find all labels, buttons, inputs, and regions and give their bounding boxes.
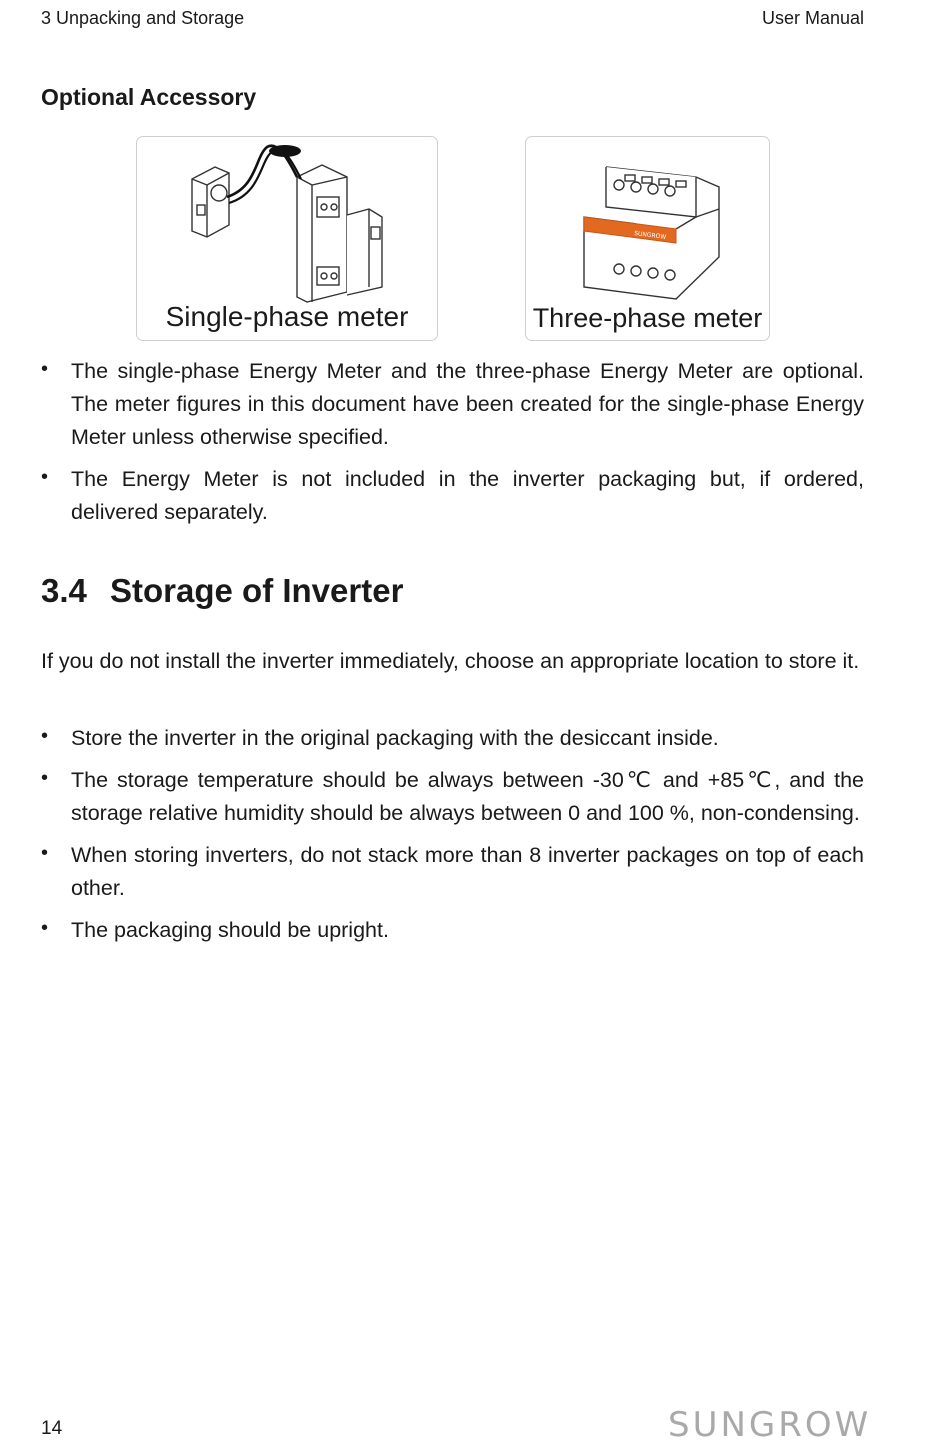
list-item <box>41 722 864 755</box>
single-phase-meter-caption: Single-phase meter <box>165 301 409 332</box>
page-number: 14 <box>41 1418 63 1439</box>
list-item <box>41 914 864 947</box>
list-item <box>41 355 864 454</box>
svg-text:SUNGROW: SUNGROW <box>633 230 667 241</box>
bullet-text: The single-phase Energy Meter and the three-phase Energy Meter are optional. The meter figures in this document have been created for the single-phase Energy Meter unless otherwise specified. <box>71 359 864 449</box>
section-number: 3.4 <box>41 572 87 609</box>
bullet-text: The packaging should be upright. <box>71 918 389 942</box>
three-phase-meter-figure <box>525 136 770 341</box>
single-phase-meter-figure <box>136 136 438 341</box>
bullet-text: The Energy Meter is not included in the inverter packaging but, if ordered, delivered separately. <box>71 467 864 524</box>
bullet-icon: • <box>41 725 49 747</box>
optional-accessory-title: Optional Accessory <box>41 84 257 110</box>
running-header-doc-type: User Manual <box>761 8 864 28</box>
bullet-text: Store the inverter in the original packaging with the desiccant inside. <box>71 726 719 750</box>
bullet-icon: • <box>41 466 49 488</box>
storage-section-heading <box>41 572 403 610</box>
list-item <box>41 463 864 529</box>
running-header-chapter: 3 Unpacking and Storage <box>41 8 245 28</box>
list-item <box>41 764 864 830</box>
section-title: Storage of Inverter <box>110 572 404 609</box>
sungrow-logo: SUNGROW <box>668 1405 872 1445</box>
list-item <box>41 839 864 905</box>
single-phase-meter-icon <box>137 137 437 307</box>
storage-requirements-list <box>41 722 864 956</box>
bullet-icon: • <box>41 358 49 380</box>
three-phase-meter-caption: Three-phase meter <box>532 303 763 333</box>
three-phase-meter-icon <box>526 137 769 307</box>
bullet-icon: • <box>41 917 49 939</box>
bullet-icon: • <box>41 767 49 789</box>
storage-intro-paragraph: If you do not install the inverter immediately, choose an appropriate location to store it. <box>41 649 860 673</box>
bullet-text: When storing inverters, do not stack more than 8 inverter packages on top of each other. <box>71 843 864 900</box>
bullet-text: The storage temperature should be always between -30℃ and +85℃, and the storage relative humidity should be always between 0 and 100 %, non-condensing. <box>71 768 864 825</box>
bullet-icon: • <box>41 842 49 864</box>
meter-notes-list <box>41 355 864 538</box>
